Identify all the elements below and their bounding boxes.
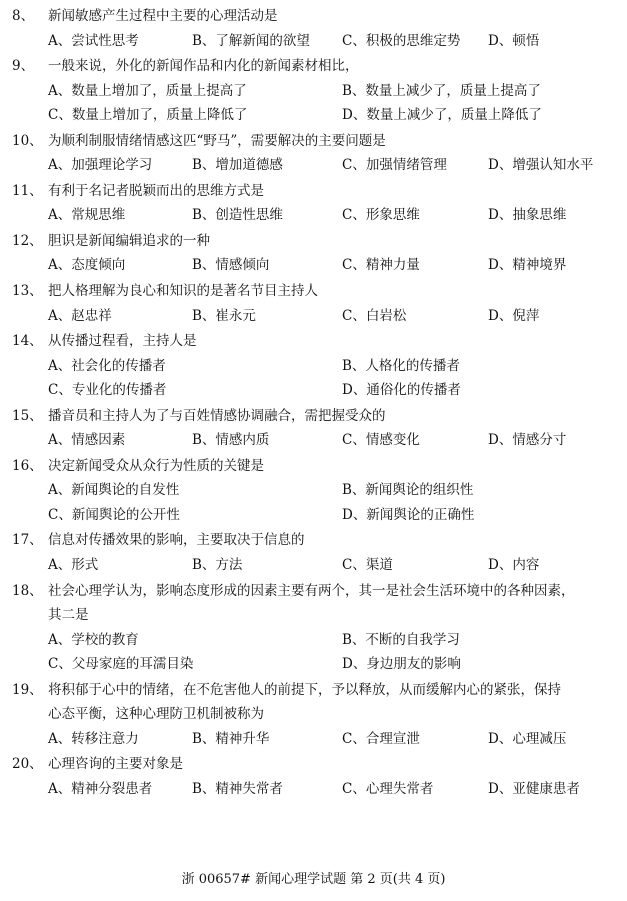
options-row <box>12 153 612 178</box>
question-stem: 新闻敏感产生过程中主要的心理活动是 <box>48 8 278 24</box>
question-number: 10、 <box>12 132 43 149</box>
option-d: D、亚健康患者 <box>488 780 580 797</box>
option-b: B、不断的自我学习 <box>342 631 460 648</box>
option-d: D、数量上减少了，质量上降低了 <box>342 107 542 124</box>
question-block <box>12 229 612 278</box>
option-b: B、创造性思维 <box>192 207 283 224</box>
question-block <box>12 454 612 528</box>
option-a: A、形式 <box>48 556 99 573</box>
option-a: A、社会化的传播者 <box>48 357 166 374</box>
question-number: 13、 <box>12 283 43 299</box>
question-number: 8、 <box>12 8 35 24</box>
option-c: C、合理宣泄 <box>342 730 420 747</box>
question-stem-line <box>12 752 612 777</box>
option-c: C、情感变化 <box>342 432 420 449</box>
options-row <box>12 777 612 802</box>
option-d: D、顿悟 <box>488 32 540 49</box>
question-block <box>12 528 612 577</box>
option-d: D、通俗化的传播者 <box>342 382 461 399</box>
options-row <box>12 354 612 379</box>
question-stem: 将积郁于心中的情绪，在不危害他人的前提下，予以释放，从而缓解内心的紧张，保持 <box>48 681 561 698</box>
question-block <box>12 752 612 801</box>
question-stem: 决定新闻受众从众行为性质的关键是 <box>48 457 264 474</box>
option-c: C、精神力量 <box>342 257 420 274</box>
question-stem-line <box>12 279 612 304</box>
option-b: B、增加道德感 <box>192 157 283 174</box>
question-stem-line <box>12 603 612 628</box>
question-stem: 播音员和主持人为了与百姓情感协调融合，需把握受众的 <box>48 407 386 424</box>
question-block <box>12 129 612 178</box>
option-a: A、赵忠祥 <box>48 307 112 324</box>
question-stem-line <box>12 528 612 553</box>
options-row <box>12 304 612 329</box>
question-stem-line <box>12 702 612 727</box>
option-a: A、精神分裂患者 <box>48 780 153 797</box>
option-c: C、新闻舆论的公开性 <box>48 506 180 523</box>
question-stem-line <box>12 4 612 29</box>
question-stem: 有利于名记者脱颖而出的思维方式是 <box>48 182 264 199</box>
options-row <box>12 103 612 128</box>
option-b: B、了解新闻的欲望 <box>192 32 310 49</box>
question-block <box>12 678 612 752</box>
options-row <box>12 503 612 528</box>
option-c: C、形象思维 <box>342 207 420 224</box>
question-stem: 一般来说，外化的新闻作品和内化的新闻素材相比， <box>48 58 359 75</box>
option-b: B、情感内质 <box>192 432 270 449</box>
option-b: B、数量上减少了，质量上提高了 <box>342 82 541 99</box>
options-row <box>12 727 612 752</box>
question-block <box>12 54 612 128</box>
question-stem-line <box>12 329 612 354</box>
question-stem-line <box>12 179 612 204</box>
question-stem-line <box>12 54 612 79</box>
question-number: 19、 <box>12 681 43 698</box>
question-block <box>12 404 612 453</box>
option-b: B、崔永元 <box>192 307 256 324</box>
option-a: A、加强理论学习 <box>48 157 153 174</box>
question-stem: 胆识是新闻编辑追求的一种 <box>48 232 210 249</box>
question-block <box>12 329 612 403</box>
option-d: D、情感分寸 <box>488 432 567 449</box>
options-row <box>12 378 612 403</box>
option-c: C、父母家庭的耳濡目染 <box>48 656 194 672</box>
option-d: D、抽象思维 <box>488 207 567 224</box>
question-stem-line <box>12 579 612 604</box>
option-d: D、心理减压 <box>488 730 567 747</box>
option-d: D、精神境界 <box>488 257 567 274</box>
question-stem-line <box>12 129 612 154</box>
options-row <box>12 203 612 228</box>
option-c: C、数量上增加了，质量上降低了 <box>48 107 248 124</box>
options-row <box>12 628 612 653</box>
options-row <box>12 553 612 578</box>
question-stem: 心理咨询的主要对象是 <box>48 756 183 773</box>
question-stem: 从传播过程看，主持人是 <box>48 333 197 350</box>
question-block <box>12 579 612 677</box>
option-a: A、学校的教育 <box>48 631 139 648</box>
options-row <box>12 652 612 677</box>
option-d: D、增强认知水平 <box>488 157 594 174</box>
question-stem-line <box>12 678 612 703</box>
page-footer: 浙 00657# 新闻心理学试题 第 2 页(共 4 页) <box>181 872 446 887</box>
option-c: C、渠道 <box>342 556 393 573</box>
option-d: D、身边朋友的影响 <box>342 656 461 672</box>
question-number: 11、 <box>12 182 43 199</box>
options-row <box>12 253 612 278</box>
option-d: D、新闻舆论的正确性 <box>342 506 475 523</box>
question-stem: 信息对传播效果的影响，主要取决于信息的 <box>48 532 305 549</box>
question-stem: 把人格理解为良心和知识的是著名节目主持人 <box>48 283 318 299</box>
question-stem: 社会心理学认为，影响态度形成的因素主要有两个，其一是社会生活环境中的各种因素， <box>48 582 575 599</box>
option-a: A、常规思维 <box>48 207 126 224</box>
option-c: C、加强情绪管理 <box>342 157 447 174</box>
option-a: A、新闻舆论的自发性 <box>48 482 180 499</box>
question-stem: 其二是 <box>48 607 89 623</box>
option-a: A、转移注意力 <box>48 730 139 747</box>
option-c: C、专业化的传播者 <box>48 382 167 399</box>
question-stem-line <box>12 229 612 254</box>
question-number: 14、 <box>12 333 43 350</box>
option-c: C、积极的思维定势 <box>342 32 461 49</box>
option-b: B、情感倾向 <box>192 257 270 274</box>
option-a: A、态度倾向 <box>48 257 126 274</box>
question-number: 17、 <box>12 532 43 549</box>
question-number: 15、 <box>12 407 43 424</box>
option-c: C、心理失常者 <box>342 780 434 797</box>
option-a: A、数量上增加了，质量上提高了 <box>48 82 247 99</box>
question-number: 18、 <box>12 582 43 599</box>
option-b: B、方法 <box>192 556 243 573</box>
question-number: 20、 <box>12 756 43 773</box>
question-number: 9、 <box>12 58 35 75</box>
option-d: D、内容 <box>488 556 540 573</box>
option-a: A、情感因素 <box>48 432 126 449</box>
options-row <box>12 478 612 503</box>
question-block <box>12 279 612 328</box>
question-stem-line <box>12 454 612 479</box>
option-b: B、人格化的传播者 <box>342 357 460 374</box>
question-stem: 心态平衡，这种心理防卫机制被称为 <box>48 706 264 723</box>
question-number: 16、 <box>12 457 43 474</box>
question-stem: 为顺利制服情绪情感这匹“野马”，需要解决的主要问题是 <box>48 132 386 149</box>
question-block <box>12 179 612 228</box>
option-b: B、精神失常者 <box>192 780 283 797</box>
question-stem-line <box>12 404 612 429</box>
options-row <box>12 29 612 54</box>
option-a: A、尝试性思考 <box>48 32 139 49</box>
option-b: B、新闻舆论的组织性 <box>342 482 474 499</box>
option-c: C、白岩松 <box>342 307 407 324</box>
options-row <box>12 79 612 104</box>
options-row <box>12 428 612 453</box>
option-b: B、精神升华 <box>192 730 270 747</box>
question-number: 12、 <box>12 232 43 249</box>
option-d: D、倪萍 <box>488 307 540 324</box>
question-block <box>12 4 612 53</box>
